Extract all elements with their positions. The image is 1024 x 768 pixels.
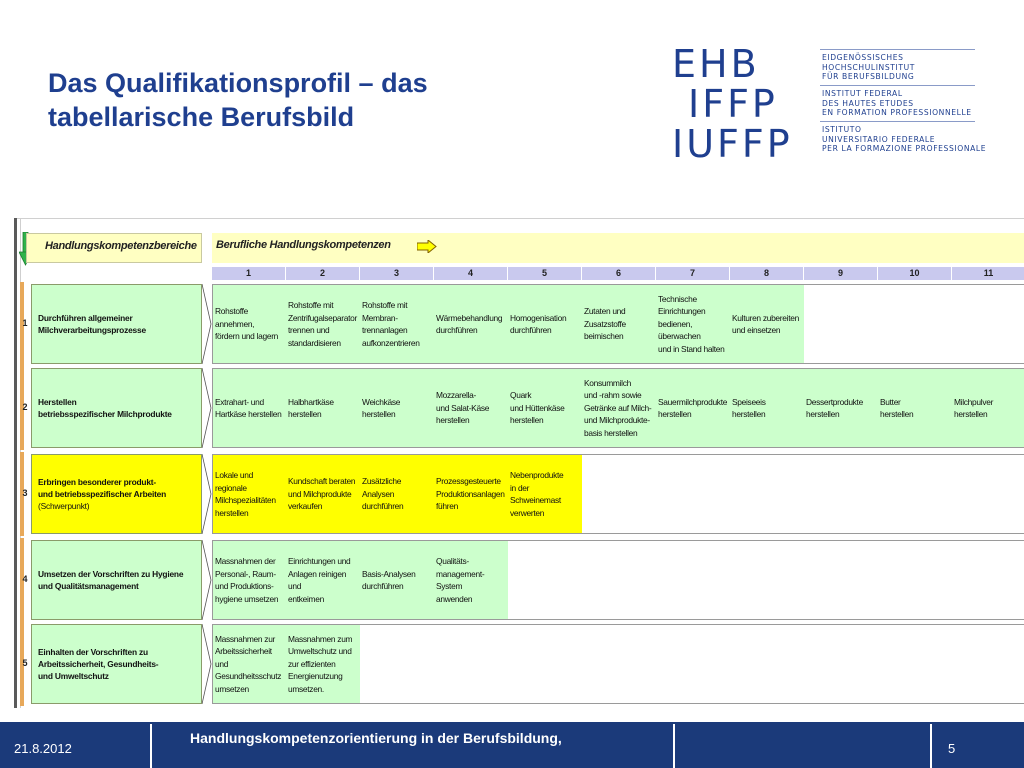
competence-area-line: Herstellen: [38, 397, 77, 407]
competence-cell: Prozessgesteuerte Produktionsanlagen führen: [434, 454, 509, 534]
competence-cell: Milchpulver herstellen: [952, 368, 1024, 448]
competence-cell: Nebenprodukte in der Schweinemast verwerten: [508, 454, 583, 534]
slide-title: [48, 66, 608, 134]
empty-cell: [730, 624, 805, 704]
competence-cell: Massnahmen der Personal-, Raum- und Produktions- hygiene umsetzen: [212, 540, 287, 620]
competence-area: [31, 368, 202, 448]
footer-divider: [930, 724, 932, 768]
competence-cell: Dessertprodukte herstellen: [804, 368, 879, 448]
competence-cell: Butter herstellen: [878, 368, 953, 448]
column-number: 9: [804, 267, 878, 280]
competence-cell: Wärmebehandlung durchführen: [434, 284, 509, 364]
footer-date: 21.8.2012: [14, 741, 72, 756]
competence-cell: Weichkäse herstellen: [360, 368, 435, 448]
chevron-right-icon: [202, 624, 212, 704]
column-number: 6: [582, 267, 656, 280]
competence-spreadsheet: [14, 218, 1024, 708]
row-number: 3: [22, 488, 28, 498]
logo-text-it: ISTITUTO UNIVERSITARIO FEDERALE PER LA FORMAZIONE PROFESSIONALE: [822, 125, 987, 154]
logo-divider: [820, 85, 975, 86]
empty-cell: [508, 624, 583, 704]
competence-cell: Einrichtungen und Anlagen reinigen und entkeimen: [286, 540, 361, 620]
chevron-right-icon: [202, 284, 212, 364]
empty-cell: [878, 454, 953, 534]
competence-area-line: Erbringen besonderer produkt-: [38, 477, 156, 487]
empty-cell: [952, 540, 1024, 620]
logo-text-fr: INSTITUT FEDERAL DES HAUTES ETUDES EN FORMATION PROFESSIONNELLE: [822, 89, 972, 118]
header-competence-areas: Handlungskompetenzbereiche: [26, 233, 202, 263]
competence-cell: Zusätzliche Analysen durchführen: [360, 454, 435, 534]
ehb-logo: [672, 44, 992, 164]
competence-cell: Rohstoffe mit Membran- trennanlagen aufkonzentrieren: [360, 284, 435, 364]
competence-cell: Technische Einrichtungen bedienen, überwachen und in Stand halten: [656, 284, 731, 364]
header-competences: [212, 233, 1024, 263]
logo-divider: [820, 121, 975, 122]
footer-divider: [673, 724, 675, 768]
empty-cell: [952, 454, 1024, 534]
competence-cell: Qualitäts- management-System anwenden: [434, 540, 509, 620]
competence-cell: Quark und Hüttenkäse herstellen: [508, 368, 583, 448]
competence-cell: Zutaten und Zusatzstoffe beimischen: [582, 284, 657, 364]
competence-area-line: betriebsspezifischer Milchprodukte: [38, 409, 172, 419]
competence-area-line: und betriebsspezifischer Arbeiten: [38, 489, 167, 499]
competence-area-line: (Schwerpunkt): [38, 501, 90, 511]
slide-title-line1: Das Qualifikationsprofil – das: [48, 68, 428, 98]
row-number: 2: [22, 402, 28, 412]
competence-cell: Speiseeis herstellen: [730, 368, 805, 448]
column-number: 5: [508, 267, 582, 280]
competence-cell: Basis-Analysen durchführen: [360, 540, 435, 620]
sheet-border: [14, 218, 17, 708]
column-number: 4: [434, 267, 508, 280]
right-arrow-icon: [417, 240, 437, 253]
competence-area-line: und Umweltschutz: [38, 671, 109, 681]
logo-text-de: EIDGENÖSSISCHES HOCHSCHULINSTITUT FÜR BERUFSBILDUNG: [822, 53, 915, 82]
chevron-right-icon: [202, 454, 212, 534]
footer-divider: [150, 724, 152, 768]
row-number: 1: [22, 318, 28, 328]
empty-cell: [656, 454, 731, 534]
competence-area-line: Einhalten der Vorschriften zu: [38, 647, 148, 657]
empty-cell: [804, 624, 879, 704]
empty-cell: [804, 540, 879, 620]
empty-cell: [878, 284, 953, 364]
empty-cell: [804, 284, 879, 364]
empty-cell: [952, 284, 1024, 364]
footer-title: Handlungskompetenzorientierung in der Berufsbildung,: [190, 730, 562, 746]
chevron-right-icon: [202, 368, 212, 448]
row-number: 4: [22, 574, 28, 584]
column-number: 2: [286, 267, 360, 280]
competence-cell: Kulturen zubereiten und einsetzen: [730, 284, 805, 364]
competence-cell: Halbhartkäse herstellen: [286, 368, 361, 448]
empty-cell: [952, 624, 1024, 704]
competence-cell: Extrahart- und Hartkäse herstellen: [212, 368, 287, 448]
empty-cell: [434, 624, 509, 704]
competence-cell: Lokale und regionale Milchspezialitäten herstellen: [212, 454, 287, 534]
logo-ehb: EHB: [672, 42, 760, 86]
competence-area-line: und Qualitätsmanagement: [38, 581, 139, 591]
empty-cell: [582, 454, 657, 534]
chevron-right-icon: [202, 540, 212, 620]
column-number: 11: [952, 267, 1024, 280]
empty-cell: [656, 540, 731, 620]
column-number: 8: [730, 267, 804, 280]
competence-cell: Kundschaft beraten und Milchprodukte verkaufen: [286, 454, 361, 534]
empty-cell: [804, 454, 879, 534]
empty-cell: [508, 540, 583, 620]
empty-cell: [878, 624, 953, 704]
slide-title-line2: tabellarische Berufsbild: [48, 102, 355, 132]
empty-cell: [360, 624, 435, 704]
competence-area: [31, 454, 202, 534]
competence-cell: Homogenisation durchführen: [508, 284, 583, 364]
footer-page-number: 5: [948, 741, 956, 756]
logo-iuffp: IUFFP: [672, 122, 793, 166]
competence-cell: Sauermilchprodukte herstellen: [656, 368, 731, 448]
competence-cell: Massnahmen zum Umweltschutz und zur effizienten Energienutzung umsetzen.: [286, 624, 361, 704]
competence-area: [31, 624, 202, 704]
competence-cell: Konsummilch und -rahm sowie Getränke auf Milch- und Milchprodukte- basis herstellen: [582, 368, 657, 448]
header-competences-label: Berufliche Handlungskompetenzen: [216, 239, 391, 251]
empty-cell: [582, 624, 657, 704]
column-number: 7: [656, 267, 730, 280]
competence-area-line: Durchführen allgemeiner: [38, 313, 133, 323]
empty-cell: [656, 624, 731, 704]
sheet-border: [14, 218, 1024, 219]
competence-area: [31, 284, 202, 364]
competence-area: [31, 540, 202, 620]
competence-cell: Rohstoffe annehmen, fördern und lagern: [212, 284, 287, 364]
empty-cell: [730, 540, 805, 620]
empty-cell: [730, 454, 805, 534]
competence-area-line: Umsetzen der Vorschriften zu Hygiene: [38, 569, 184, 579]
column-number: 1: [212, 267, 286, 280]
empty-cell: [582, 540, 657, 620]
row-number: 5: [22, 658, 28, 668]
competence-cell: Rohstoffe mit Zentrifugalseparator trennen und standardisieren: [286, 284, 361, 364]
logo-iffp: IFFP: [688, 82, 778, 126]
empty-cell: [878, 540, 953, 620]
competence-cell: Massnahmen zur Arbeitssicherheit und Gesundheitsschutz umsetzen: [212, 624, 287, 704]
competence-cell: Mozzarella- und Salat-Käse herstellen: [434, 368, 509, 448]
logo-divider: [820, 49, 975, 50]
competence-area-line: Milchverarbeitungsprozesse: [38, 325, 146, 335]
column-number: 10: [878, 267, 952, 280]
competence-area-line: Arbeitssicherheit, Gesundheits-: [38, 659, 159, 669]
column-number: 3: [360, 267, 434, 280]
